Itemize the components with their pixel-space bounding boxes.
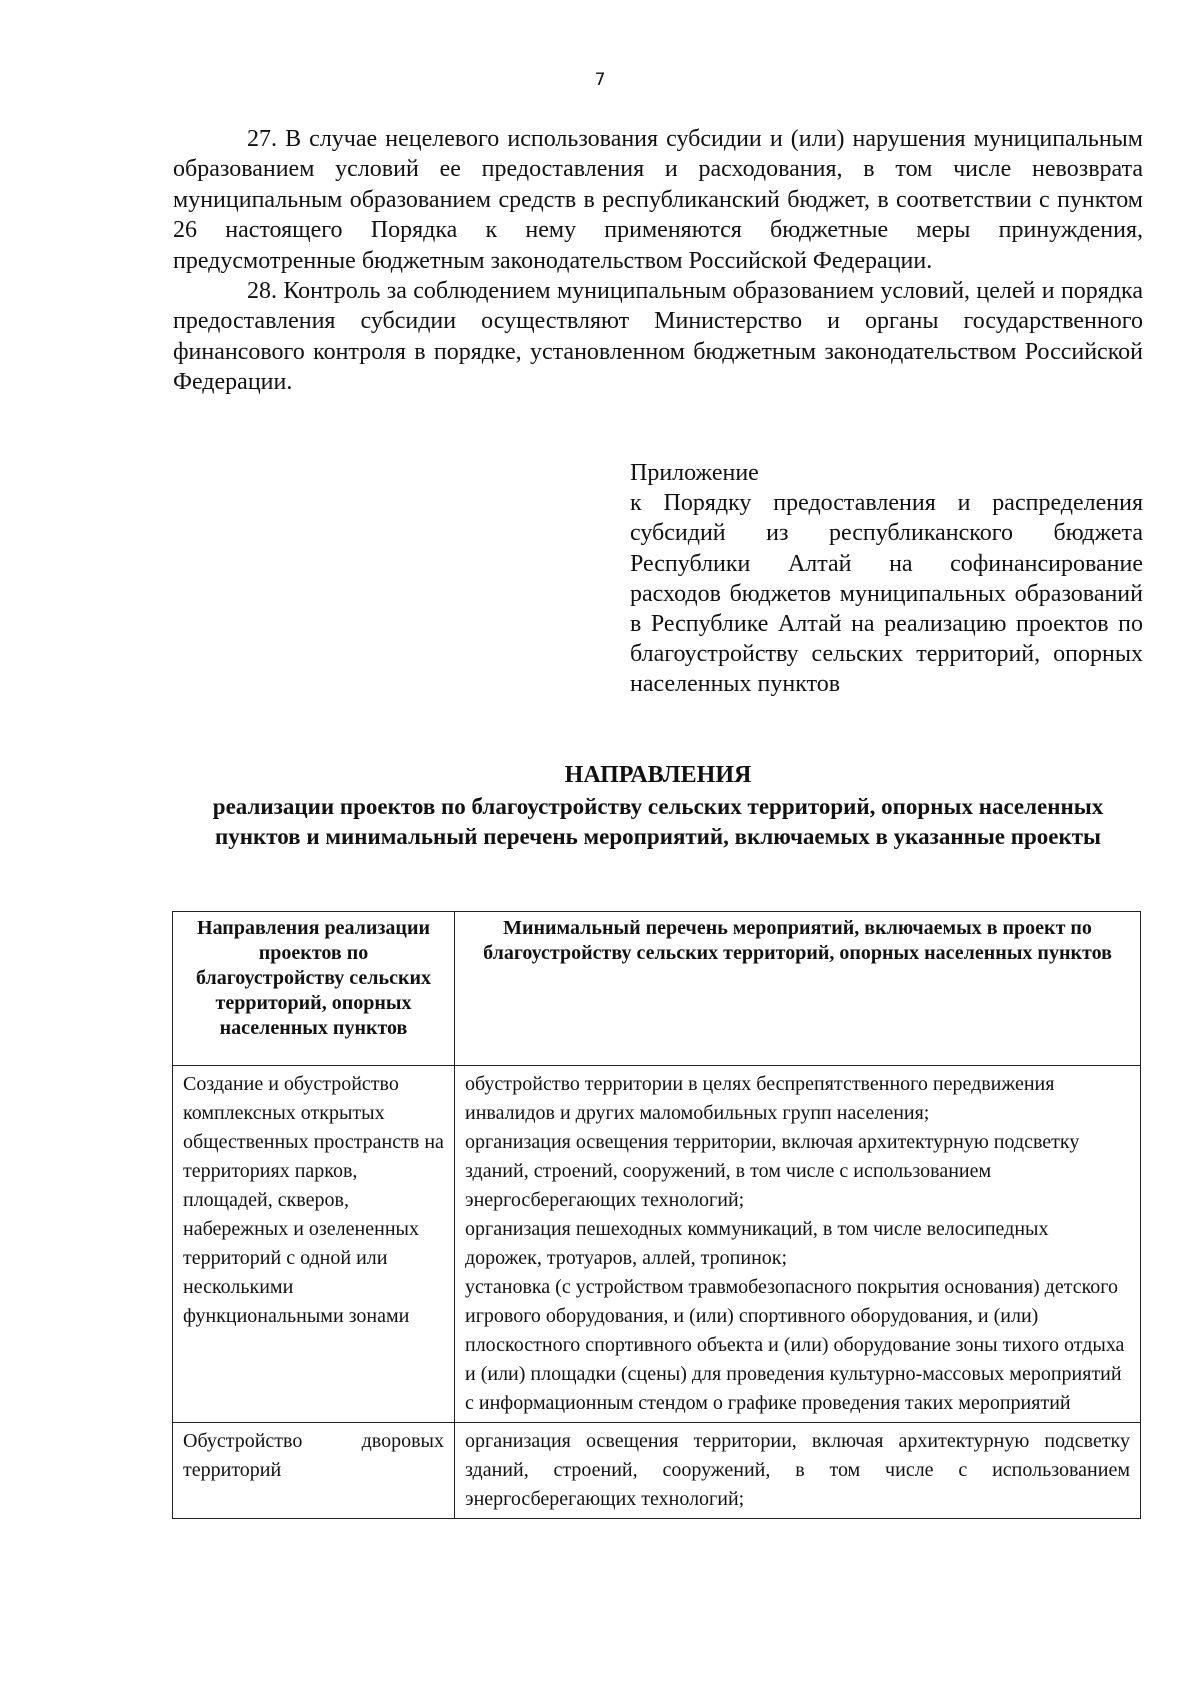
heading-main: НАПРАВЛЕНИЯ	[564, 762, 752, 788]
measure-item: организация освещения территории, включая архитектурную подсветку зданий, строений, сооружений, в том числе с использованием энергосберегающих технологий;	[465, 1131, 1080, 1211]
appendix-text: к Порядку предоставления и распределения субсидий из республиканского бюджета Республики Алтай на софинансирование расходов бюджетов муниципальных образований в Республике Алтай на реализацию проектов по благоустройству сельских территорий, опорных населенных пунктов	[630, 490, 1143, 698]
heading-subtitle: реализации проектов по благоустройству сельских территорий, опорных населенных пунктов и минимальный перечень мероприятий, включаемых в указанные проекты	[212, 794, 1104, 849]
direction-cell: Обустройство дворовых территорий	[173, 1423, 455, 1519]
table-row	[173, 1066, 1141, 1423]
header-measures: Минимальный перечень мероприятий, включаемых в проект по благоустройству сельских территорий, опорных населенных пунктов	[455, 912, 1141, 1066]
measure-item: организация пешеходных коммуникаций, в том числе велосипедных дорожек, тротуаров, аллей, тропинок;	[465, 1218, 1049, 1269]
measure-item: организация освещения территории, включая архитектурную подсветку зданий, строений, сооружений, в том числе с использованием энергосберегающих технологий;	[465, 1430, 1130, 1510]
body-text	[173, 124, 1143, 398]
paragraph-28: 28. Контроль за соблюдением муниципальным образованием условий, целей и порядка предоставления субсидии осуществляют Министерство и органы государственного финансового контроля в порядке, установленном бюджетным законодательством Российской Федерации.	[173, 278, 1143, 396]
appendix-title: Приложение	[630, 460, 759, 486]
measures-cell	[455, 1066, 1141, 1423]
measure-item: обустройство территории в целях беспрепятственного передвижения инвалидов и других маломобильных групп населения;	[465, 1073, 1055, 1124]
paragraph-27: 27. В случае нецелевого использования субсидии и (или) нарушения муниципальным образованием условий ее предоставления и расходования, в том числе невозврата муниципальным образованием средств в республиканский бюджет, в соответствии с пунктом 26 настоящего Порядка к нему применяются бюджетные меры принуждения, предусмотренные бюджетным законодательством Российской Федерации.	[173, 126, 1143, 274]
directions-table	[172, 911, 1141, 1519]
table-header-row	[173, 912, 1141, 1066]
direction-cell: Создание и обустройство комплексных открытых общественных пространств на территориях парков, площадей, скверов, набережных и озелененных территорий с одной или несколькими функциональными зонами	[173, 1066, 455, 1423]
header-directions: Направления реализации проектов по благоустройству сельских территорий, опорных населенных пунктов	[173, 912, 455, 1066]
measure-item: установка (с устройством травмобезопасного покрытия основания) детского игрового оборудования, и (или) спортивного оборудования, и (или) плоскостного спортивного объекта и (или) оборудование зоны тихого отдыха и (или) площадки (сцены) для проведения культурно-массовых мероприятий с информационным стендом о графике проведения таких мероприятий	[465, 1276, 1125, 1414]
document-heading	[173, 760, 1143, 852]
page-number: 7	[594, 70, 606, 90]
appendix-block	[630, 458, 1143, 700]
table-row	[173, 1423, 1141, 1519]
measures-cell	[455, 1423, 1141, 1519]
